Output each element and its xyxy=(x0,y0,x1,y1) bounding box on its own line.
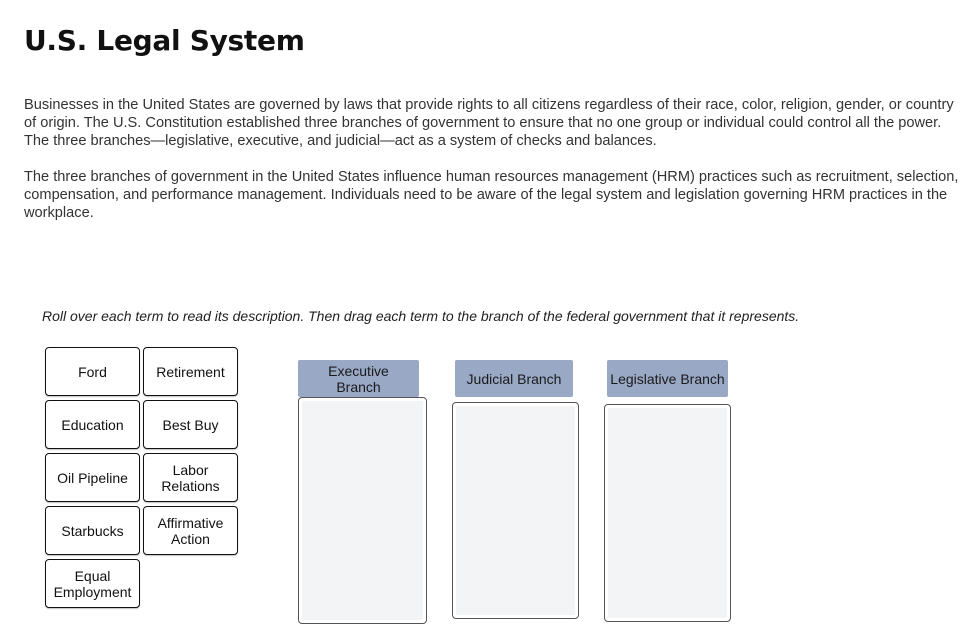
judicial-branch-header: Judicial Branch xyxy=(455,360,573,397)
term-oil-pipeline[interactable]: Oil Pipeline xyxy=(45,453,140,502)
term-best-buy[interactable]: Best Buy xyxy=(143,400,238,449)
legislative-branch-header: Legislative Branch xyxy=(607,360,728,397)
hrm-paragraph: The three branches of government in the United States influence human resources management (HRM) practices such as recruitment, selection, compensation, and performance management. Individuals need to be aware of the legal system and legislation governing HRM practices in the workplace. xyxy=(24,169,959,221)
term-ford[interactable]: Ford xyxy=(45,347,140,396)
term-education[interactable]: Education xyxy=(45,400,140,449)
intro-paragraph: Businesses in the United States are governed by laws that provide rights to all citizens regardless of their race, color, religion, gender, or country of origin. The U.S. Constitution established three branches of government to ensure that no one group or individual could control all the power. The three branches—legislative, executive, and judicial—act as a system of checks and balances. xyxy=(24,97,954,149)
term-labor-relations[interactable]: Labor Relations xyxy=(143,453,238,502)
legislative-branch-dropzone[interactable] xyxy=(604,404,731,622)
executive-branch-dropzone[interactable] xyxy=(298,397,427,624)
judicial-branch-dropzone[interactable] xyxy=(452,402,579,619)
term-retirement[interactable]: Retirement xyxy=(143,347,238,396)
executive-branch-header: Executive Branch xyxy=(298,360,419,397)
page-title: U.S. Legal System xyxy=(24,24,305,57)
term-affirmative-action[interactable]: Affirmative Action xyxy=(143,506,238,555)
activity-instructions: Roll over each term to read its description. Then drag each term to the branch of the federal government that it represents. xyxy=(42,308,800,324)
term-equal-employment[interactable]: Equal Employment xyxy=(45,559,140,608)
term-starbucks[interactable]: Starbucks xyxy=(45,506,140,555)
